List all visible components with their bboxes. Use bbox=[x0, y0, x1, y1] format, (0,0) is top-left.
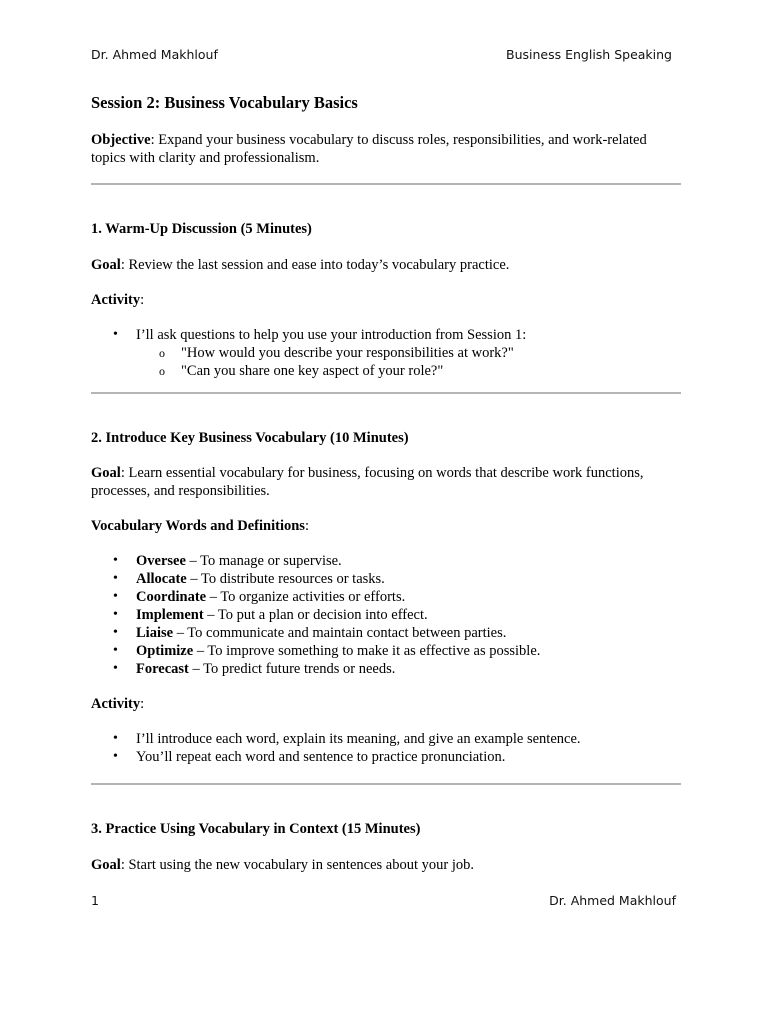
vocab-term: Oversee bbox=[136, 553, 186, 569]
section-2-goal bbox=[91, 464, 681, 500]
section-1-list bbox=[91, 326, 681, 380]
objective-paragraph bbox=[91, 131, 681, 167]
bullet-icon: • bbox=[113, 661, 118, 676]
vocab-term: Allocate bbox=[136, 571, 187, 587]
vocab-colon: : bbox=[304, 518, 309, 534]
vocab-heading bbox=[91, 517, 681, 535]
vocab-label: Vocabulary Words and Definitions bbox=[91, 518, 305, 534]
list-item-text: I’ll ask questions to help you use your introduction from Session 1: bbox=[136, 327, 527, 343]
goal-label: Goal bbox=[91, 857, 121, 873]
divider bbox=[91, 183, 681, 185]
circle-bullet-icon: o bbox=[159, 346, 165, 360]
bullet-icon: • bbox=[113, 589, 118, 604]
objective-label: Objective bbox=[91, 132, 151, 148]
bullet-icon: • bbox=[113, 553, 118, 568]
vocab-term: Coordinate bbox=[136, 589, 207, 605]
sub-list bbox=[91, 344, 681, 380]
goal-text: : Review the last session and ease into today’s vocabulary practice. bbox=[120, 257, 510, 273]
vocab-term: Optimize bbox=[136, 643, 194, 659]
vocab-definition: – To communicate and maintain contact between parties. bbox=[173, 625, 507, 641]
vocab-definition: – To predict future trends or needs. bbox=[188, 661, 396, 677]
page-number: 1 bbox=[91, 893, 99, 908]
vocab-term: Implement bbox=[136, 607, 204, 623]
bullet-icon: • bbox=[113, 625, 118, 640]
goal-label: Goal bbox=[91, 257, 121, 273]
list-item bbox=[91, 326, 681, 380]
vocab-item bbox=[91, 642, 681, 660]
list-item-text: You’ll repeat each word and sentence to practice pronunciation. bbox=[136, 749, 506, 765]
page-title: Session 2: Business Vocabulary Basics bbox=[91, 93, 358, 112]
bullet-icon: • bbox=[113, 607, 118, 622]
goal-label: Goal bbox=[91, 465, 121, 481]
footer-author: Dr. Ahmed Makhlouf bbox=[549, 893, 676, 908]
activity-label: Activity bbox=[91, 292, 141, 308]
bullet-icon: • bbox=[113, 643, 118, 658]
section-2-activity bbox=[91, 695, 681, 713]
list-item bbox=[91, 748, 681, 766]
goal-text: : Start using the new vocabulary in sentences about your job. bbox=[120, 857, 474, 873]
vocab-definition: – To distribute resources or tasks. bbox=[186, 571, 385, 587]
bullet-icon: • bbox=[113, 749, 118, 764]
vocab-item bbox=[91, 606, 681, 624]
sub-list-item bbox=[91, 362, 681, 380]
objective-text: : Expand your business vocabulary to discuss roles, responsibilities, and work-related topics with clarity and professionalism. bbox=[91, 132, 647, 166]
divider bbox=[91, 392, 681, 394]
section-1-heading: 1. Warm-Up Discussion (5 Minutes) bbox=[91, 221, 312, 237]
sub-list-item-text: "Can you share one key aspect of your role?" bbox=[181, 363, 444, 379]
vocab-definition: – To manage or supervise. bbox=[185, 553, 342, 569]
sub-list-item bbox=[91, 344, 681, 362]
list-item bbox=[91, 730, 681, 748]
activity-colon: : bbox=[140, 696, 145, 712]
vocab-item bbox=[91, 570, 681, 588]
bullet-icon: • bbox=[113, 571, 118, 586]
bullet-icon: • bbox=[113, 731, 118, 746]
section-2-activity-list bbox=[91, 730, 681, 766]
activity-label: Activity bbox=[91, 696, 141, 712]
circle-bullet-icon: o bbox=[159, 364, 165, 378]
vocab-definition: – To improve something to make it as effective as possible. bbox=[193, 643, 541, 659]
vocab-item bbox=[91, 660, 681, 678]
vocab-item bbox=[91, 552, 681, 570]
vocab-list bbox=[91, 552, 681, 678]
vocab-item bbox=[91, 588, 681, 606]
sub-list-item-text: "How would you describe your responsibilities at work?" bbox=[181, 345, 514, 361]
section-1-goal bbox=[91, 256, 681, 274]
section-1-activity bbox=[91, 291, 681, 309]
section-2-heading: 2. Introduce Key Business Vocabulary (10 Minutes) bbox=[91, 430, 409, 446]
vocab-definition: – To organize activities or efforts. bbox=[206, 589, 406, 605]
vocab-term: Forecast bbox=[136, 661, 189, 677]
section-3-heading: 3. Practice Using Vocabulary in Context (15 Minutes) bbox=[91, 821, 421, 837]
document-body bbox=[91, 92, 681, 874]
vocab-definition: – To put a plan or decision into effect. bbox=[203, 607, 428, 623]
header-author: Dr. Ahmed Makhlouf bbox=[91, 47, 218, 62]
section-3-goal bbox=[91, 856, 681, 874]
bullet-icon: • bbox=[113, 327, 118, 342]
activity-colon: : bbox=[140, 292, 145, 308]
header-course: Business English Speaking bbox=[506, 47, 672, 62]
goal-text: : Learn essential vocabulary for business, focusing on words that describe work functions, processes, and responsibilities. bbox=[91, 465, 644, 499]
list-item-text: I’ll introduce each word, explain its meaning, and give an example sentence. bbox=[136, 731, 581, 747]
vocab-item bbox=[91, 624, 681, 642]
divider bbox=[91, 783, 681, 785]
vocab-term: Liaise bbox=[136, 625, 174, 641]
